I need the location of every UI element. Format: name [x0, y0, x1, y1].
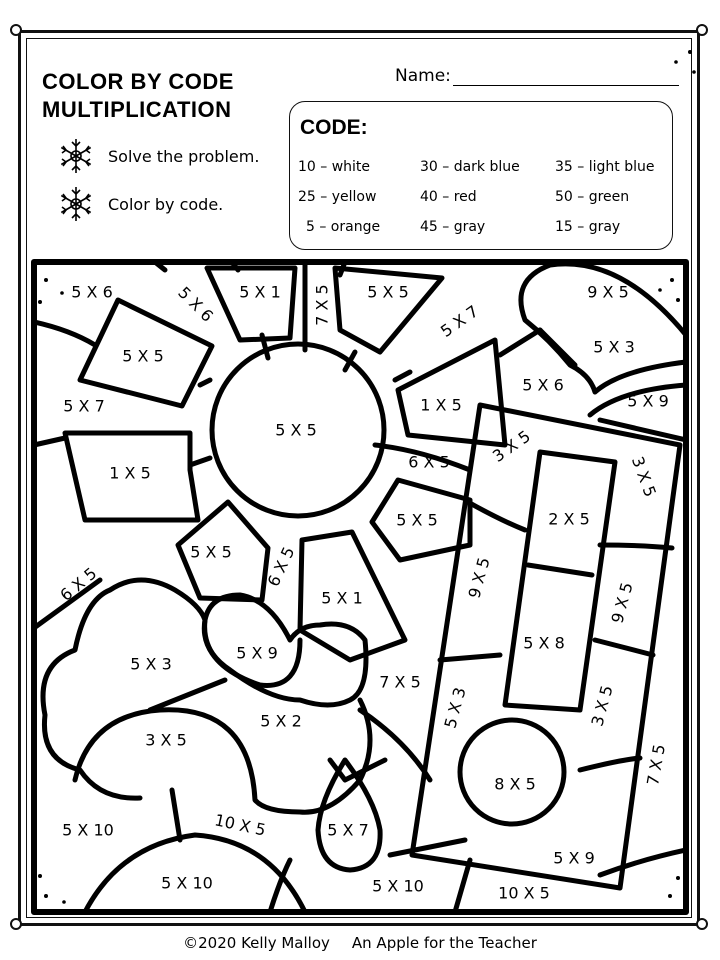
problem-label: 3 X 5 [587, 683, 617, 729]
problem-label: 5 X 10 [161, 873, 213, 893]
problem-label: 2 X 5 [548, 509, 590, 529]
problem-label: 5 X 5 [122, 346, 164, 366]
region-line [34, 438, 65, 445]
problem-label: 3 X 5 [488, 426, 534, 466]
problem-label: 9 X 5 [587, 282, 629, 302]
problem-label: 5 X 2 [260, 711, 302, 731]
region-line [395, 372, 410, 380]
problem-label: 6 X 5 [56, 563, 101, 605]
problem-label: 5 X 9 [236, 643, 278, 663]
problem-label: 5 X 1 [239, 282, 281, 302]
problem-label: 5 X 10 [62, 820, 114, 840]
problem-label: 5 X 5 [275, 420, 317, 440]
code-item: 45 – gray [420, 219, 486, 235]
sun-ray [207, 268, 295, 340]
problem-label: 6 X 5 [263, 543, 299, 590]
problem-label: 5 X 3 [593, 337, 635, 357]
crayon-line [595, 640, 653, 655]
problem-label: 5 X 9 [553, 848, 595, 868]
region-line [172, 790, 180, 840]
crayon-label [505, 452, 615, 710]
problem-label: 5 X 3 [130, 654, 172, 674]
region-line [455, 860, 470, 912]
problem-label: 5 X 7 [63, 396, 105, 416]
problem-label: 5 X 10 [372, 876, 424, 896]
problem-label: 6 X 5 [408, 452, 450, 472]
code-title: CODE: [300, 116, 368, 139]
region-line [600, 850, 686, 875]
problem-label: 5 X 5 [190, 542, 232, 562]
problem-label: 8 X 5 [494, 774, 536, 794]
name-label: Name: [395, 66, 451, 86]
rainbow-arc [540, 330, 575, 365]
problem-label: 1 X 5 [109, 463, 151, 483]
code-item: 30 – dark blue [420, 159, 520, 175]
problem-label: 5 X 6 [522, 375, 564, 395]
crayon-line [468, 502, 525, 530]
sun-ray [335, 268, 442, 352]
cloud-line [150, 680, 225, 710]
region-line [500, 330, 540, 355]
problem-label: 5 X 1 [321, 588, 363, 608]
problem-label: 5 X 9 [627, 391, 669, 411]
region-line [390, 840, 465, 855]
problem-label: 9 X 5 [607, 580, 637, 626]
brand-text: An Apple for the Teacher [351, 934, 537, 952]
code-item: 35 – light blue [555, 159, 655, 175]
code-item: 50 – green [555, 189, 630, 205]
code-item: 40 – red [420, 189, 477, 205]
title-line-2: MULTIPLICATION [42, 97, 232, 122]
crayon-line [440, 655, 500, 660]
problem-label: 10 X 5 [212, 810, 268, 840]
problem-label: 5 X 6 [71, 282, 113, 302]
instruction-text: Color by code. [108, 194, 224, 214]
problem-label: 1 X 5 [420, 395, 462, 415]
code-item: 10 – white [298, 159, 371, 175]
problem-label: 5 X 5 [367, 282, 409, 302]
copyright-text: ©2020 Kelly Malloy [183, 934, 330, 952]
problem-label: 9 X 5 [464, 555, 494, 601]
problem-label: 5 X 6 [174, 282, 218, 326]
problem-label: 3 X 5 [145, 730, 187, 750]
problem-label: 7 X 5 [643, 742, 669, 787]
code-item: 5 – orange [306, 219, 381, 235]
code-item: 25 – yellow [298, 189, 377, 205]
crayon-circle [460, 720, 564, 824]
instruction-text: Solve the problem. [108, 146, 260, 166]
footer [0, 934, 720, 952]
sun-ray [398, 340, 505, 445]
problem-label: 5 X 8 [523, 633, 565, 653]
problem-label: 5 X 7 [327, 820, 369, 840]
region-line [190, 458, 210, 465]
crayon-line [528, 565, 592, 575]
problem-label: 5 X 5 [396, 510, 438, 530]
problem-label: 3 X 5 [627, 453, 660, 500]
region-line [34, 322, 95, 345]
problem-label: 5 X 3 [440, 685, 470, 731]
crayon-line [600, 545, 672, 548]
code-item: 15 – gray [555, 219, 621, 235]
problem-label: 7 X 5 [312, 284, 332, 326]
crayon-line [580, 758, 640, 770]
region-line [200, 380, 210, 385]
problem-label: 7 X 5 [379, 672, 421, 692]
problem-label: 10 X 5 [498, 883, 550, 903]
problem-label: 5 X 7 [436, 301, 482, 341]
title-line-1: COLOR BY CODE [42, 69, 234, 94]
